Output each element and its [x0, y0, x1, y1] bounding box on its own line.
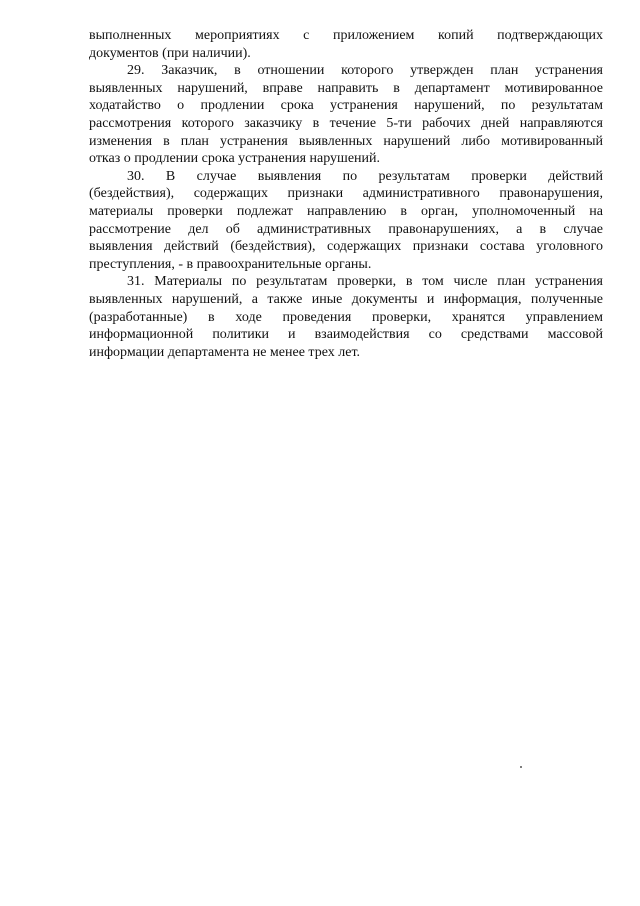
text-line: 31. Материалы по результатам проверки, в том числе план устранения: [127, 274, 603, 290]
paragraph-29: [89, 62, 603, 168]
text-line: (бездействия), содержащих признаки административного правонарушения,: [89, 186, 603, 202]
text-line: 30. В случае выявления по результатам проверки действий: [127, 168, 603, 184]
text-line: 29. Заказчик, в отношении которого утвержден план устранения: [127, 63, 603, 79]
paragraph-30: [89, 168, 603, 274]
text-line: выявления действий (бездействия), содержащих признаки состава уголовного: [89, 239, 603, 255]
text-line: информационной политики и взаимодействия со средствами массовой: [89, 327, 603, 343]
text-line: рассмотрения которого заказчику в течение 5-ти рабочих дней направляются: [89, 115, 603, 131]
text-line: выполненных мероприятиях с приложением копий подтверждающих: [89, 28, 603, 43]
text-line: документов (при наличии).: [89, 45, 251, 61]
text-line: выявленных нарушений, а также иные документы и информация, полученные: [89, 291, 603, 307]
text-line: выявленных нарушений, вправе направить в департамент мотивированное: [89, 80, 603, 96]
text-line: преступления, - в правоохранительные органы.: [89, 256, 372, 272]
text-line: (разработанные) в ходе проведения проверки, хранятся управлением: [89, 309, 603, 325]
paragraph-28-continuation: [89, 27, 603, 62]
paragraph-31: [89, 273, 603, 361]
text-line: информации департамента не менее трех лет.: [89, 344, 361, 360]
scan-speck: [520, 766, 522, 768]
text-line: изменения в план устранения выявленных нарушений либо мотивированный: [89, 133, 603, 149]
text-line: материалы проверки подлежат направлению в орган, уполномоченный на: [89, 203, 603, 219]
text-line: ходатайство о продлении срока устранения нарушений, по результатам: [89, 98, 603, 114]
text-line: отказ о продлении срока устранения нарушений.: [89, 151, 381, 167]
document-body: [89, 27, 603, 361]
text-line: рассмотрение дел об административных правонарушениях, а в случае: [89, 221, 603, 237]
